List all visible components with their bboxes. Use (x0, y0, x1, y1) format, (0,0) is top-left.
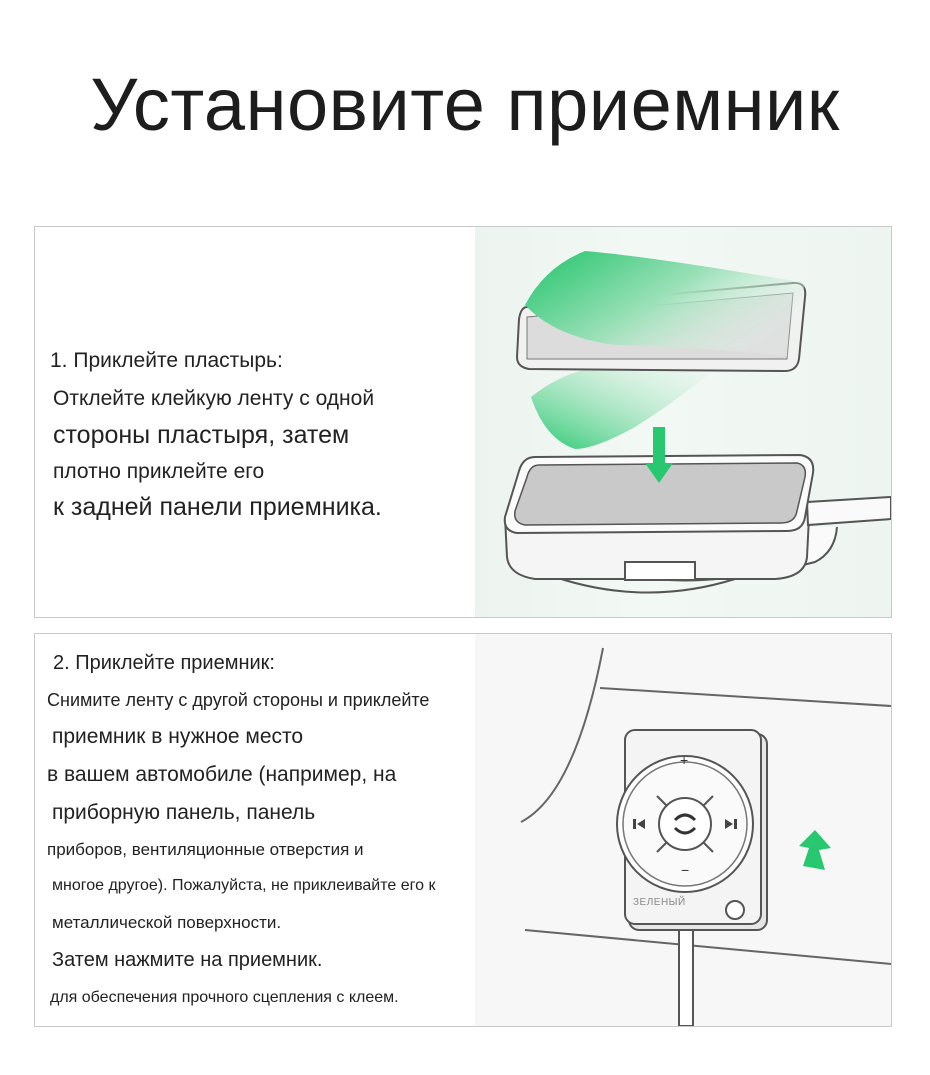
step2-line: для обеспечения прочного сцепления с клеем. (50, 989, 399, 1006)
page-title: Установите приемник (90, 63, 840, 146)
step2-line: приемник в нужное место (52, 725, 304, 748)
receiver-mount-illustration (475, 634, 891, 1026)
step1-line: стороны пластыря, затем (53, 421, 350, 449)
step1-line: к задней панели приемника. (53, 493, 382, 521)
step2-line: приборную панель, панель (52, 801, 316, 824)
step2-line: Затем нажмите на приемник. (52, 949, 323, 971)
step1-panel (34, 226, 892, 618)
step2-line: приборов, вентиляционные отверстия и (47, 840, 364, 859)
step2-line: металлической поверхности. (52, 913, 282, 932)
adhesive-pad-illustration (475, 227, 891, 617)
volume-plus-label: + (680, 752, 689, 768)
device-brand-label: ЗЕЛЕНЫЙ (633, 897, 686, 908)
step1-line: Отклейте клейкую ленту с одной (53, 387, 375, 410)
volume-minus-label: − (681, 862, 690, 878)
step2-heading: 2. Приклейте приемник: (53, 652, 275, 674)
step2-panel (34, 633, 892, 1027)
step1-heading: 1. Приклейте пластырь: (50, 349, 283, 372)
step1-line: плотно приклейте его (53, 460, 265, 483)
step2-line: в вашем автомобиле (например, на (47, 763, 397, 786)
step2-line: Снимите ленту с другой стороны и приклейте (47, 690, 430, 710)
step2-line: многое другое). Пожалуйста, не приклеивайте его к (52, 877, 436, 894)
